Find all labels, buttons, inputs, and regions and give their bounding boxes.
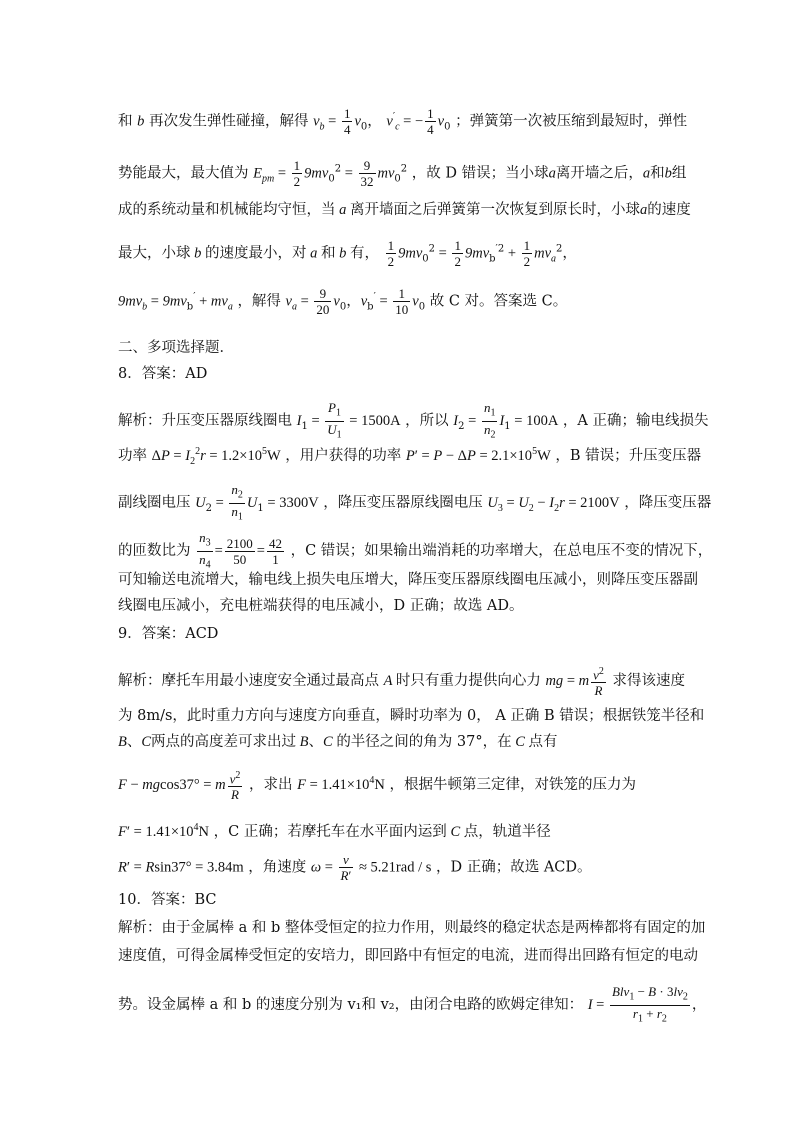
answer-line: 10．答案：BC [118, 892, 217, 908]
text: 势能最大，最大值为 [118, 165, 249, 182]
text: 成的系统动量和机械能均守恒，当 [118, 202, 336, 218]
text-line: 可知输送电流增大，输电线上损失电压增大，降压变压器原线圈电压减小，则降压变压器副 [118, 572, 698, 588]
text: ，角速度 [248, 859, 307, 876]
text-line: 解析：由于金属棒 a 和 b 整体受恒定的拉力作用，则最终的稳定状态是两棒都将有固定的加 [118, 920, 706, 936]
text-line: 最大，小球 b 的速度最小，对 a 和 b 有， $\frac{1}{2}$ $9mv_0^2$ = $\frac{1}{2}$ $9mv_b^{'2}$ + $\frac{1}{2}$ $mv_a^2$， [118, 238, 577, 269]
text-line: 的匝数比为 $\frac{n_3}{n_4}$ = $\frac{2100}{50}$ = $\frac{42}{1}$ ，C 错误；如果输出端消耗的功率增大，在总电压不变的情况下， [118, 530, 713, 571]
section-title: 二、多项选择题． [118, 340, 234, 356]
text: ，D 正确；故选 ACD。 [435, 859, 592, 876]
text-line: 线圈电压减小，充电桩端获得的电压减小，D 正确；故选 AD。 [118, 598, 524, 614]
text: ，B 错误；升压变压器 [555, 447, 702, 464]
text: ，C 正确；若摩托车在水平面内运到 [213, 823, 447, 840]
text-line: 解析：摩托车用最小速度安全通过最高点 A 时只有重力提供向心力 mg = m $\frac{v^2}{R}$ 求得该速度 [118, 666, 685, 699]
text: 的速度 [647, 202, 691, 218]
text-line: 功率 $\Delta P = I_2^2r = 1.2\times 10^5W$ ，用户获得的功率 $P' = P - \Delta P = 2.1\times 10^5W$ ，B 错误；升压变压器 [118, 446, 702, 467]
text: 副线圈电压 [118, 495, 191, 512]
text: 和 [650, 165, 665, 182]
text-line: 为 8m/s，此时重力方向与速度方向垂直，瞬时功率为 0， A 正确 B 错误；根据铁笼半径和 [118, 708, 705, 724]
text: 和 [118, 113, 133, 130]
text: 的匝数比为 [118, 543, 191, 560]
text: 的速度最小，对 [205, 245, 307, 262]
text: ，求出 [248, 777, 293, 794]
text: ，解得 [237, 293, 281, 310]
text: ，A 正确；输电线损失 [562, 413, 709, 430]
text-line: $9mv_b = 9mv_b' + mv_a$ ，解得 $v_a$ = $\frac{9}{20}$ $v_0$，$v_b'$ = $\frac{1}{10}$ $v_0$ 故 C 对。答案选 C。 [118, 286, 568, 317]
text-line: 副线圈电压 $U_2$ = $\frac{n_2}{n_1}$ $U_1 = 3300V$ ，降压变压器原线圈电压 $U_3 = U_2 - I_2r = 2100V$ ，降压变压器 [118, 482, 712, 523]
text: ，所以 [405, 413, 449, 430]
text: ，降压变压器 [624, 495, 712, 512]
text: 求得该速度 [612, 673, 685, 690]
text-line: 解析：升压变压器原线圈电 $I_1$ = $\frac{P_1}{U_1}$ = 1500A ，所以 $I_2$ = $\frac{n_1}{n_2}$ $I_1 = 100A$ ，A 正确；输电线损失 [118, 400, 709, 441]
text-line: $F' = 1.41\times 10^4N$ ，C 正确；若摩托车在水平面内运到 C 点，轨道半径 [118, 822, 551, 840]
text: 点有 [528, 734, 558, 750]
text: 解析：摩托车用最小速度安全通过最高点 [118, 673, 379, 690]
text: ，C 错误；如果输出端消耗的功率增大，在总电压不变的情况下， [290, 543, 713, 560]
text: 两点的高度差可求出过 [151, 734, 297, 750]
text: ，根据牛顿第三定律，对铁笼的压力为 [389, 777, 637, 794]
text: 组 [671, 165, 687, 182]
text-line: 速度值，可得金属棒受恒定的安培力，即回路中有恒定的电流，进而得出回路有恒定的电动 [118, 948, 698, 964]
text: ，故 D 错误；当小球 [411, 165, 549, 182]
text: 离开墙面之后弹簧第一次恢复到原长时，小球 [350, 202, 640, 218]
text: 有， [350, 245, 379, 262]
text-line: 势能最大，最大值为 $E_{pm}$ = $\frac{1}{2}$ $9mv_0^2$ = $\frac{9}{32}$ $mv_0^2$ ，故 D 错误；当小球a离开墙之后，a和b组 [118, 158, 687, 189]
text: 最大，小球 [118, 245, 191, 262]
text: ，降压变压器原线圈电压 [323, 495, 483, 512]
text: 的半径之间的角为 37°，在 [336, 734, 512, 750]
text: 功率 [118, 447, 147, 464]
text-line: 和 b 再次发生弹性碰撞，解得 $v_b$ = $\frac{1}{4}$ $v_0$， $v'_c$ = − $\frac{1}{4}$ $v_0$ ；弹簧第一次被压缩到最短时，弹性 [118, 106, 688, 137]
text-line: R′ = Rsin37° = 3.84m ，角速度 ω = $\frac{v}{R'}$ ≈ 5.21rad / s ，D 正确；故选 ACD。 [118, 852, 592, 883]
answer-line: 8．答案：AD [118, 366, 208, 382]
text: ， [691, 997, 707, 1014]
text-line: 成的系统动量和机械能均守恒，当 a 离开墙面之后弹簧第一次恢复到原长时，小球a的速度 [118, 202, 691, 218]
text-line: F − mgcos37° = m $\frac{v^2}{R}$ ，求出 $F = 1.41\times 10^4N$ ，根据牛顿第三定律，对铁笼的压力为 [118, 770, 637, 803]
text: ，用户获得的功率 [285, 447, 402, 464]
text: ；弹簧第一次被压缩到最短时，弹性 [455, 113, 688, 130]
text: 点，轨道半径 [463, 823, 551, 840]
text-line: 势。设金属棒 a 和 b 的速度分别为 v₁和 v₂，由闭合电路的欧姆定律知： I = $\frac{Blv_1 - B \cdot 3lv_2}{r_1 + r_2}$ ， [118, 984, 707, 1025]
text: 和 [321, 245, 336, 262]
text: 离开墙之后， [555, 165, 643, 182]
answer-line: 9．答案：ACD [118, 626, 219, 642]
text: 势。设金属棒 a 和 b 的速度分别为 v₁和 v₂，由闭合电路的欧姆定律知： [118, 997, 584, 1014]
text: 再次发生弹性碰撞，解得 [148, 113, 309, 130]
text: 时只有重力提供向心力 [395, 673, 541, 690]
text: 故 C 对。答案选 C。 [429, 293, 568, 310]
text-line: B、C两点的高度差可求出过 B、C 的半径之间的角为 37°，在 C 点有 [118, 734, 558, 750]
text: 解析：升压变压器原线圈电 [118, 413, 292, 430]
